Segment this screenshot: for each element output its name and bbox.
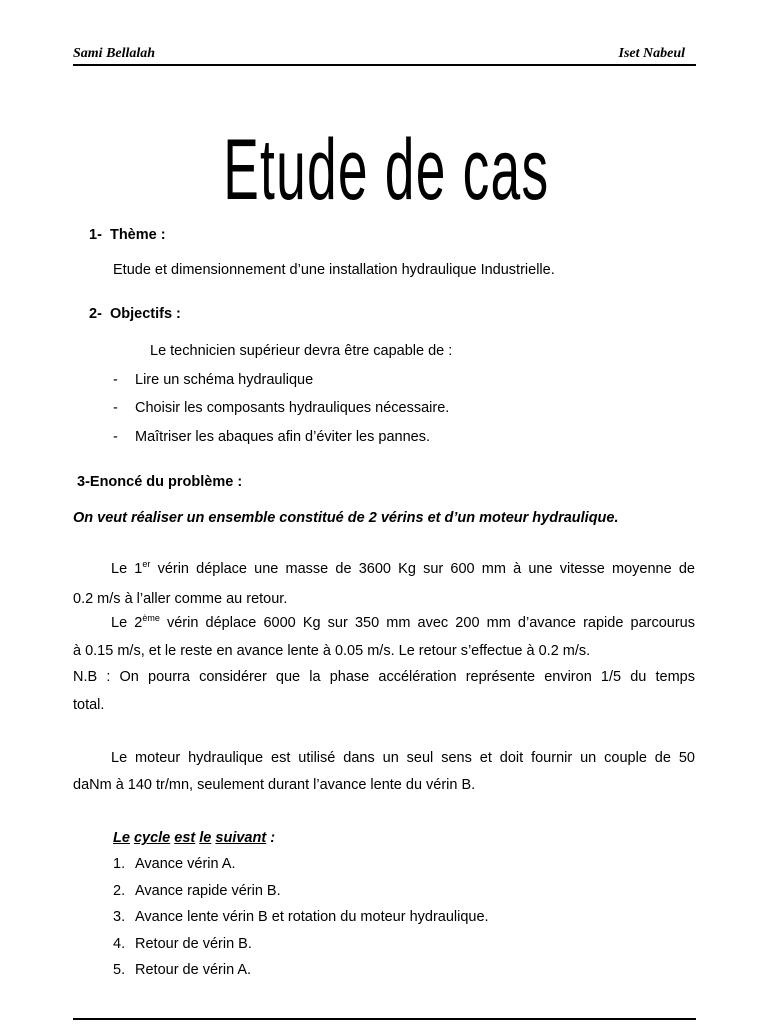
section-label: Thème : bbox=[109, 227, 166, 243]
cycle-step-number: 3. bbox=[113, 909, 126, 925]
cycle-step-number: 1. bbox=[113, 856, 126, 872]
list-item: Lire un schéma hydraulique bbox=[135, 372, 314, 388]
header-author: Sami Bellalah bbox=[73, 46, 156, 61]
theme-text: Etude et dimensionnement d’une installation hydraulique Industrielle. bbox=[113, 262, 555, 278]
header-rule bbox=[73, 64, 696, 66]
objectifs-intro: Le technicien supérieur devra être capable de : bbox=[150, 343, 453, 359]
cycle-step: Retour de vérin B. bbox=[135, 936, 252, 952]
cycle-step-number: 2. bbox=[113, 883, 126, 899]
footer-rule bbox=[73, 1018, 696, 1020]
paragraph-nb: N.B : On pourra considérer que la phase accélération représente environ 1/5 du temps bbox=[73, 669, 695, 685]
cycle-heading: Le cycle est le suivant : bbox=[113, 830, 276, 846]
section-enonce-heading: 3-Enoncé du problème : bbox=[77, 474, 243, 490]
section-number: 1- bbox=[89, 227, 102, 243]
objectif-bullet: - bbox=[113, 429, 118, 445]
cycle-step-number: 4. bbox=[113, 936, 126, 952]
page-title: Etude de cas bbox=[223, 122, 550, 218]
page-header bbox=[73, 46, 695, 64]
section-theme-heading bbox=[89, 226, 166, 244]
header-institution: Iset Nabeul bbox=[618, 46, 685, 61]
paragraph-moteur: Le moteur hydraulique est utilisé dans un seul sens et doit fournir un couple de 50 bbox=[111, 750, 695, 766]
paragraph-verin-1: Le 1er vérin déplace une masse de 3600 Kg sur 600 mm à une vitesse moyenne de bbox=[111, 559, 695, 577]
section-objectifs-heading bbox=[89, 305, 181, 323]
list-item: Choisir les composants hydrauliques nécessaire. bbox=[135, 400, 450, 416]
paragraph-verin-2: Le 2ème vérin déplace 6000 Kg sur 350 mm avec 200 mm d’avance rapide parcourus bbox=[111, 613, 695, 631]
objectif-bullet: - bbox=[113, 400, 118, 416]
cycle-step: Avance vérin A. bbox=[135, 856, 236, 872]
paragraph-moteur-cont: daNm à 140 tr/mn, seulement durant l’avance lente du vérin B. bbox=[73, 777, 476, 793]
enonce-lead: On veut réaliser un ensemble constitué de 2 vérins et d’un moteur hydraulique. bbox=[73, 510, 619, 526]
objectif-bullet: - bbox=[113, 372, 118, 388]
paragraph-nb-cont: total. bbox=[73, 697, 105, 713]
section-number: 2- bbox=[89, 306, 102, 322]
cycle-step: Avance lente vérin B et rotation du moteur hydraulique. bbox=[135, 909, 489, 925]
paragraph-verin-1-cont: 0.2 m/s à l’aller comme au retour. bbox=[73, 591, 288, 607]
cycle-step: Avance rapide vérin B. bbox=[135, 883, 281, 899]
list-item: Maîtriser les abaques afin d’éviter les pannes. bbox=[135, 429, 430, 445]
cycle-step: Retour de vérin A. bbox=[135, 962, 252, 978]
paragraph-verin-2-cont: à 0.15 m/s, et le reste en avance lente à 0.05 m/s. Le retour s’effectue à 0.2 m/s. bbox=[73, 643, 591, 659]
cycle-step-number: 5. bbox=[113, 962, 126, 978]
section-label: Objectifs : bbox=[109, 306, 181, 322]
